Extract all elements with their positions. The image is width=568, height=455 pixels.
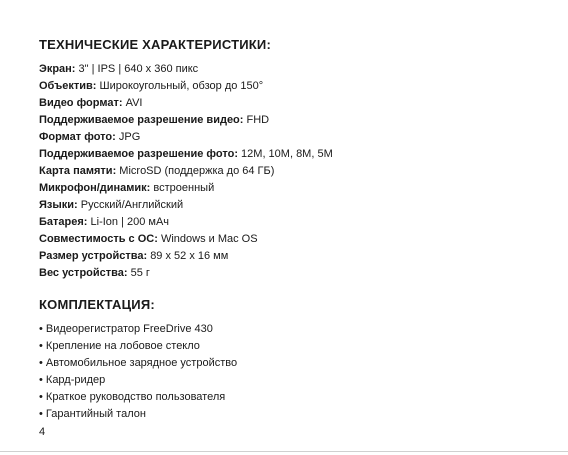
spec-label: Совместимость с ОС: <box>39 233 158 245</box>
spec-label: Размер устройства: <box>39 250 148 262</box>
spec-label: Вес устройства: <box>39 267 128 279</box>
kit-item: • Крепление на лобовое стекло <box>39 340 200 352</box>
spec-label: Микрофон/динамик: <box>39 182 151 194</box>
spec-value: 3" | IPS | 640 x 360 пикс <box>78 63 199 75</box>
kit-item: • Краткое руководство пользователя <box>39 391 226 403</box>
spec-value: MicroSD (поддержка до 64 ГБ) <box>119 165 275 177</box>
manual-page <box>39 36 539 423</box>
spec-label: Видео формат: <box>39 97 123 109</box>
spec-value: JPG <box>118 131 141 143</box>
spec-value: 12M, 10M, 8M, 5M <box>241 148 333 160</box>
spec-row <box>39 146 539 163</box>
spec-value: Русский/Английский <box>80 199 184 211</box>
bottom-divider <box>0 451 568 452</box>
spec-row <box>39 231 539 248</box>
spec-value: FHD <box>246 114 270 126</box>
spec-label: Батарея: <box>39 216 88 228</box>
kit-item: • Гарантийный талон <box>39 408 146 420</box>
kit-heading: КОМПЛЕКТАЦИЯ: <box>39 297 155 312</box>
spec-label: Поддерживаемое разрешение видео: <box>39 114 244 126</box>
spec-row <box>39 163 539 180</box>
spec-row <box>39 95 539 112</box>
spec-row <box>39 197 539 214</box>
kit-item: • Автомобильное зарядное устройство <box>39 357 238 369</box>
spec-label: Карта памяти: <box>39 165 117 177</box>
spec-value: 55 г <box>130 267 150 279</box>
spec-row <box>39 129 539 146</box>
specs-heading: ТЕХНИЧЕСКИЕ ХАРАКТЕРИСТИКИ: <box>39 37 271 52</box>
spec-label: Экран: <box>39 63 76 75</box>
specs-list <box>39 61 539 282</box>
spec-row <box>39 78 539 95</box>
spec-row <box>39 112 539 129</box>
spec-row <box>39 61 539 78</box>
spec-value: Широкоугольный, обзор до 150° <box>99 80 264 92</box>
spec-row <box>39 214 539 231</box>
spec-row <box>39 265 539 282</box>
spec-value: Li-Ion | 200 мАч <box>90 216 170 228</box>
spec-value: Windows и Mac OS <box>160 233 258 245</box>
spec-row <box>39 248 539 265</box>
spec-value: встроенный <box>153 182 215 194</box>
spec-label: Языки: <box>39 199 78 211</box>
spec-value: 89 x 52 x 16 мм <box>150 250 229 262</box>
kit-item: • Видеорегистратор FreeDrive 430 <box>39 323 213 335</box>
kit-item: • Кард-ридер <box>39 374 106 386</box>
kit-list <box>39 321 539 423</box>
spec-label: Поддерживаемое разрешение фото: <box>39 148 238 160</box>
page-number: 4 <box>39 426 46 438</box>
spec-value: AVI <box>125 97 143 109</box>
spec-label: Формат фото: <box>39 131 116 143</box>
spec-row <box>39 180 539 197</box>
spec-label: Объектив: <box>39 80 97 92</box>
